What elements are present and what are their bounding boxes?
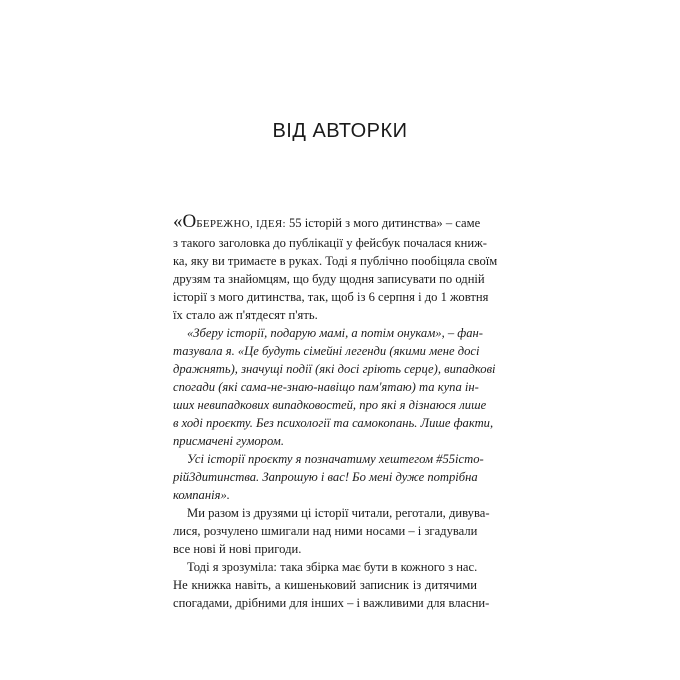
text-line xyxy=(173,211,481,233)
text-line: спогади (які сама-не-знаю-навіщо пам'ятаю) та купа ін- xyxy=(173,380,479,394)
text-line: в ході проєкту. Без психології та самокопань. Лише факти, xyxy=(173,416,494,430)
text-line: рій3дитинства. Запрошую і вас! Бо мені дуже потрібна xyxy=(173,470,478,484)
text-line: ших невипадкових випадковостей, про які я дізнаюся лише xyxy=(173,398,487,412)
text-line: тазувала я. «Це будуть сімейні легенди (якими мене досі xyxy=(173,344,480,358)
text-line: дражнять), значущі події (які досі гріють серце), випадкові xyxy=(173,362,496,376)
text-line: Ми разом із друзями ці історії читали, реготали, дивува- xyxy=(187,506,490,520)
text-line: компанія». xyxy=(173,488,230,502)
first-line-text: 55 історій з мого дитинства» – саме xyxy=(285,216,481,230)
text-line: ка, яку ви тримаєте в руках. Тоді я публічно пообіцяла своїм xyxy=(173,254,498,268)
text-line: Усі історії проєкту я позначатиму хештегом #55істо- xyxy=(187,452,484,466)
text-line: спогадами, дрібними для інших – і важливими для власни- xyxy=(173,596,490,610)
text-line: історії з мого дитинства, так, щоб із 6 серпня і до 1 жовтня xyxy=(173,290,489,304)
small-caps-lead: БЕРЕЖНО, ІДЕЯ: xyxy=(196,218,286,230)
text-line: лися, розчулено шмигали над ними носами – і згадували xyxy=(173,524,478,538)
text-line: їх стало аж п'ятдесят п'ять. xyxy=(173,308,318,322)
text-line: присмачені гумором. xyxy=(173,434,284,448)
text-line: Тоді я зрозуміла: така збірка має бути в кожного з нас. xyxy=(187,560,478,574)
text-line: «Зберу історії, подарую мамі, а потім онукам», – фан- xyxy=(187,326,483,340)
text-line: з такого заголовка до публікації у фейсбук почалася книж- xyxy=(173,236,487,250)
text-line: Не книжка навіть, а кишеньковий записник із дитячими xyxy=(173,578,477,592)
opening-quote: « xyxy=(173,211,183,232)
chapter-heading: ВІД АВТОРКИ xyxy=(272,120,408,142)
initial-letter: О xyxy=(182,211,197,232)
text-line: друзям та знайомцям, що буду щодня записувати по одній xyxy=(173,272,485,286)
text-line: все нові й нові пригоди. xyxy=(173,542,302,556)
